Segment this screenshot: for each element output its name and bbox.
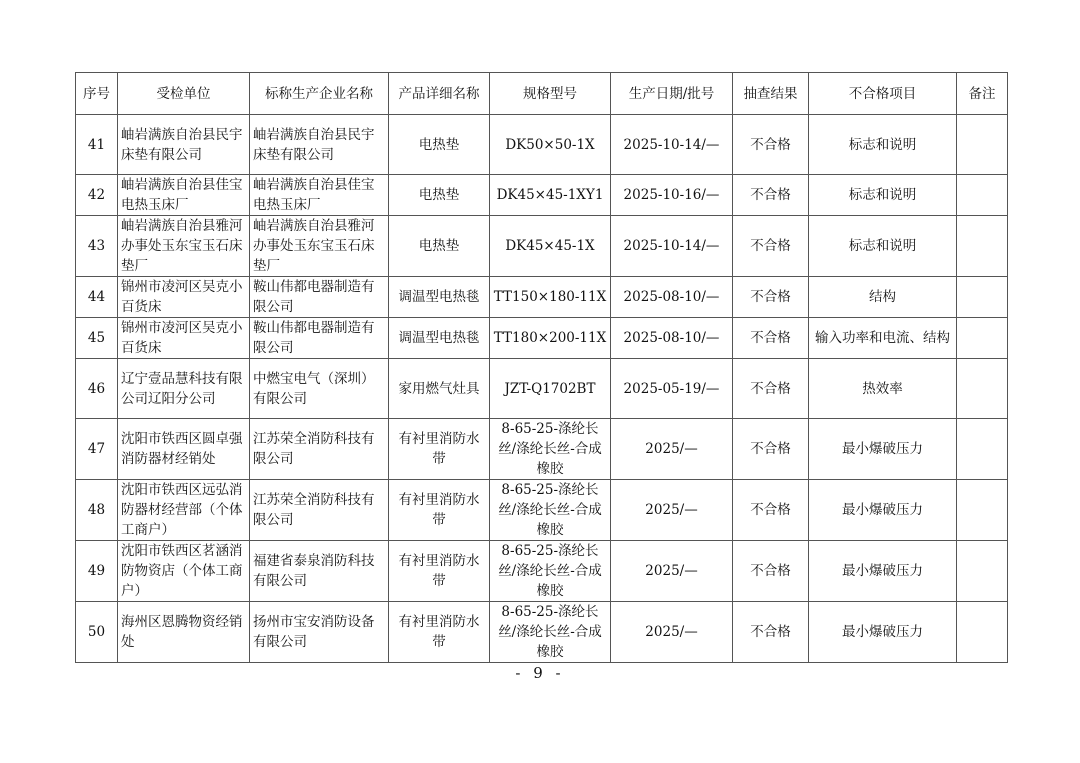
remarks-cell bbox=[957, 419, 1008, 480]
inspection-table bbox=[75, 72, 1008, 663]
model-cell: DK45×45-1XY1 bbox=[490, 175, 611, 216]
header-cell: 规格型号 bbox=[490, 73, 611, 115]
table-header-row bbox=[76, 73, 1008, 115]
inspected-unit-cell: 沈阳市铁西区圆卓强消防器材经销处 bbox=[118, 419, 250, 480]
production-date-cell: 2025-10-16/— bbox=[611, 175, 733, 216]
header-cell: 生产日期/批号 bbox=[611, 73, 733, 115]
manufacturer-cell: 岫岩满族自治县佳宝电热玉床厂 bbox=[250, 175, 389, 216]
product-name-cell: 有衬里消防水带 bbox=[389, 480, 490, 541]
header-cell: 抽查结果 bbox=[733, 73, 809, 115]
model-cell: 8-65-25-涤纶长丝/涤纶长丝-合成橡胶 bbox=[490, 602, 611, 663]
product-name-cell: 电热垫 bbox=[389, 115, 490, 175]
remarks-cell bbox=[957, 602, 1008, 663]
header-cell: 产品详细名称 bbox=[389, 73, 490, 115]
model-cell: TT150×180-11X bbox=[490, 277, 611, 318]
inspected-unit-cell: 沈阳市铁西区远弘消防器材经营部（个体工商户） bbox=[118, 480, 250, 541]
failed-item-cell: 结构 bbox=[809, 277, 957, 318]
product-name-cell: 电热垫 bbox=[389, 216, 490, 277]
failed-item-cell: 最小爆破压力 bbox=[809, 602, 957, 663]
result-cell: 不合格 bbox=[733, 318, 809, 359]
failed-item-cell: 标志和说明 bbox=[809, 216, 957, 277]
row-number-cell: 48 bbox=[76, 480, 118, 541]
product-name-cell: 电热垫 bbox=[389, 175, 490, 216]
remarks-cell bbox=[957, 359, 1008, 419]
production-date-cell: 2025-05-19/— bbox=[611, 359, 733, 419]
table-row bbox=[76, 175, 1008, 216]
header-cell: 受检单位 bbox=[118, 73, 250, 115]
inspected-unit-cell: 沈阳市铁西区茗涵消防物资店（个体工商户） bbox=[118, 541, 250, 602]
table-row bbox=[76, 277, 1008, 318]
row-number-cell: 46 bbox=[76, 359, 118, 419]
manufacturer-cell: 江苏荣全消防科技有限公司 bbox=[250, 419, 389, 480]
product-name-cell: 有衬里消防水带 bbox=[389, 602, 490, 663]
result-cell: 不合格 bbox=[733, 277, 809, 318]
production-date-cell: 2025-10-14/— bbox=[611, 115, 733, 175]
product-name-cell: 有衬里消防水带 bbox=[389, 419, 490, 480]
row-number-cell: 41 bbox=[76, 115, 118, 175]
model-cell: TT180×200-11X bbox=[490, 318, 611, 359]
inspected-unit-cell: 海州区恩腾物资经销处 bbox=[118, 602, 250, 663]
header-cell: 标称生产企业名称 bbox=[250, 73, 389, 115]
table-row bbox=[76, 115, 1008, 175]
table-row bbox=[76, 359, 1008, 419]
production-date-cell: 2025-08-10/— bbox=[611, 318, 733, 359]
inspected-unit-cell: 岫岩满族自治县民宇床垫有限公司 bbox=[118, 115, 250, 175]
row-number-cell: 50 bbox=[76, 602, 118, 663]
remarks-cell bbox=[957, 277, 1008, 318]
product-name-cell: 调温型电热毯 bbox=[389, 318, 490, 359]
header-cell: 备注 bbox=[957, 73, 1008, 115]
model-cell: DK45×45-1X bbox=[490, 216, 611, 277]
model-cell: DK50×50-1X bbox=[490, 115, 611, 175]
row-number-cell: 47 bbox=[76, 419, 118, 480]
failed-item-cell: 最小爆破压力 bbox=[809, 480, 957, 541]
page-number: - 9 - bbox=[515, 664, 565, 682]
failed-item-cell: 标志和说明 bbox=[809, 175, 957, 216]
row-number-cell: 44 bbox=[76, 277, 118, 318]
inspected-unit-cell: 岫岩满族自治县雅河办事处玉东宝玉石床垫厂 bbox=[118, 216, 250, 277]
result-cell: 不合格 bbox=[733, 115, 809, 175]
product-name-cell: 家用燃气灶具 bbox=[389, 359, 490, 419]
failed-item-cell: 最小爆破压力 bbox=[809, 419, 957, 480]
manufacturer-cell: 扬州市宝安消防设备有限公司 bbox=[250, 602, 389, 663]
manufacturer-cell: 鞍山伟都电器制造有限公司 bbox=[250, 277, 389, 318]
table-row bbox=[76, 480, 1008, 541]
production-date-cell: 2025/— bbox=[611, 480, 733, 541]
result-cell: 不合格 bbox=[733, 359, 809, 419]
manufacturer-cell: 福建省泰泉消防科技有限公司 bbox=[250, 541, 389, 602]
result-cell: 不合格 bbox=[733, 216, 809, 277]
production-date-cell: 2025-08-10/— bbox=[611, 277, 733, 318]
inspected-unit-cell: 辽宁壹品慧科技有限公司辽阳分公司 bbox=[118, 359, 250, 419]
model-cell: 8-65-25-涤纶长丝/涤纶长丝-合成橡胶 bbox=[490, 419, 611, 480]
product-name-cell: 调温型电热毯 bbox=[389, 277, 490, 318]
inspected-unit-cell: 锦州市凌河区吴克小百货床 bbox=[118, 277, 250, 318]
result-cell: 不合格 bbox=[733, 602, 809, 663]
remarks-cell bbox=[957, 318, 1008, 359]
remarks-cell bbox=[957, 541, 1008, 602]
row-number-cell: 49 bbox=[76, 541, 118, 602]
header-cell: 序号 bbox=[76, 73, 118, 115]
remarks-cell bbox=[957, 175, 1008, 216]
row-number-cell: 42 bbox=[76, 175, 118, 216]
manufacturer-cell: 鞍山伟都电器制造有限公司 bbox=[250, 318, 389, 359]
failed-item-cell: 热效率 bbox=[809, 359, 957, 419]
production-date-cell: 2025/— bbox=[611, 541, 733, 602]
header-cell: 不合格项目 bbox=[809, 73, 957, 115]
production-date-cell: 2025/— bbox=[611, 602, 733, 663]
product-name-cell: 有衬里消防水带 bbox=[389, 541, 490, 602]
table-row bbox=[76, 216, 1008, 277]
manufacturer-cell: 中燃宝电气（深圳）有限公司 bbox=[250, 359, 389, 419]
inspected-unit-cell: 岫岩满族自治县佳宝电热玉床厂 bbox=[118, 175, 250, 216]
inspected-unit-cell: 锦州市凌河区吴克小百货床 bbox=[118, 318, 250, 359]
manufacturer-cell: 江苏荣全消防科技有限公司 bbox=[250, 480, 389, 541]
result-cell: 不合格 bbox=[733, 541, 809, 602]
table-row bbox=[76, 419, 1008, 480]
model-cell: JZT-Q1702BT bbox=[490, 359, 611, 419]
table-row bbox=[76, 318, 1008, 359]
manufacturer-cell: 岫岩满族自治县雅河办事处玉东宝玉石床垫厂 bbox=[250, 216, 389, 277]
model-cell: 8-65-25-涤纶长丝/涤纶长丝-合成橡胶 bbox=[490, 541, 611, 602]
table-row bbox=[76, 602, 1008, 663]
table-row bbox=[76, 541, 1008, 602]
production-date-cell: 2025-10-14/— bbox=[611, 216, 733, 277]
remarks-cell bbox=[957, 115, 1008, 175]
row-number-cell: 43 bbox=[76, 216, 118, 277]
result-cell: 不合格 bbox=[733, 175, 809, 216]
failed-item-cell: 输入功率和电流、结构 bbox=[809, 318, 957, 359]
production-date-cell: 2025/— bbox=[611, 419, 733, 480]
remarks-cell bbox=[957, 480, 1008, 541]
row-number-cell: 45 bbox=[76, 318, 118, 359]
failed-item-cell: 标志和说明 bbox=[809, 115, 957, 175]
manufacturer-cell: 岫岩满族自治县民宇床垫有限公司 bbox=[250, 115, 389, 175]
remarks-cell bbox=[957, 216, 1008, 277]
result-cell: 不合格 bbox=[733, 480, 809, 541]
failed-item-cell: 最小爆破压力 bbox=[809, 541, 957, 602]
result-cell: 不合格 bbox=[733, 419, 809, 480]
model-cell: 8-65-25-涤纶长丝/涤纶长丝-合成橡胶 bbox=[490, 480, 611, 541]
